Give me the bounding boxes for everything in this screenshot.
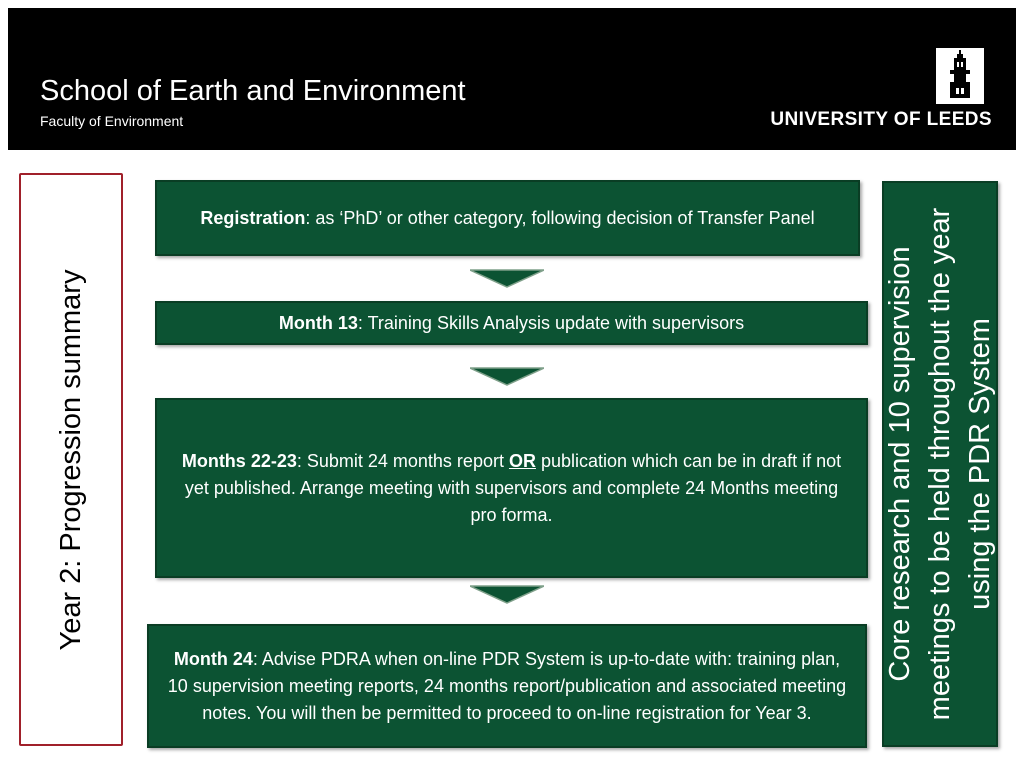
step-registration-text: : as ‘PhD’ or other category, following decision of Transfer Panel [305,207,815,228]
left-title-panel [19,173,123,746]
down-arrow-icon [470,366,544,386]
step-registration-content [200,205,814,232]
university-logo-text: UNIVERSITY OF LEEDS [770,109,992,130]
down-arrow-icon [470,584,544,604]
step-month-13-label: Month 13 [278,312,358,333]
step-month-24-content [163,646,851,727]
step-month-13-text: : Training Skills Analysis update with supervisors [357,312,745,333]
step-months-22-23-label: Months 22-23 [181,450,297,471]
header-band [8,8,1016,150]
step-months-22-23-text-after: publication which can be in draft if not yet published. Arrange meeting with supervisors and complete 24 Months meeting pro forma. [184,450,842,525]
step-month-24-text: : Advise PDRA when on-line PDR System is up-to-date with: training plan, 10 supervision meeting reports, 24 months report/publication and associated meeting notes. You will then be permitted to proceed to on-line registration for Year 3. [167,648,847,723]
step-months-22-23-content [171,448,852,529]
step-registration [155,180,860,256]
left-panel-title: Year 2: Progression summary [55,269,87,650]
down-arrow-icon [470,268,544,288]
header-title: School of Earth and Environment [40,75,466,107]
header-subtitle: Faculty of Environment [40,113,184,129]
step-registration-label: Registration [200,207,306,228]
step-month-13-content [279,310,744,337]
step-month-24 [147,624,867,748]
right-note-panel [882,181,998,747]
step-months-22-23 [155,398,868,578]
university-crest-icon [936,48,984,104]
step-months-22-23-emphasis: OR [508,450,536,471]
step-month-13 [155,301,868,345]
step-months-22-23-text-before: : Submit 24 months report [296,450,509,471]
step-month-24-label: Month 24 [173,648,253,669]
right-panel-text: Core research and 10 supervision meetings to be held throughout the year using the PDR System [884,207,996,721]
